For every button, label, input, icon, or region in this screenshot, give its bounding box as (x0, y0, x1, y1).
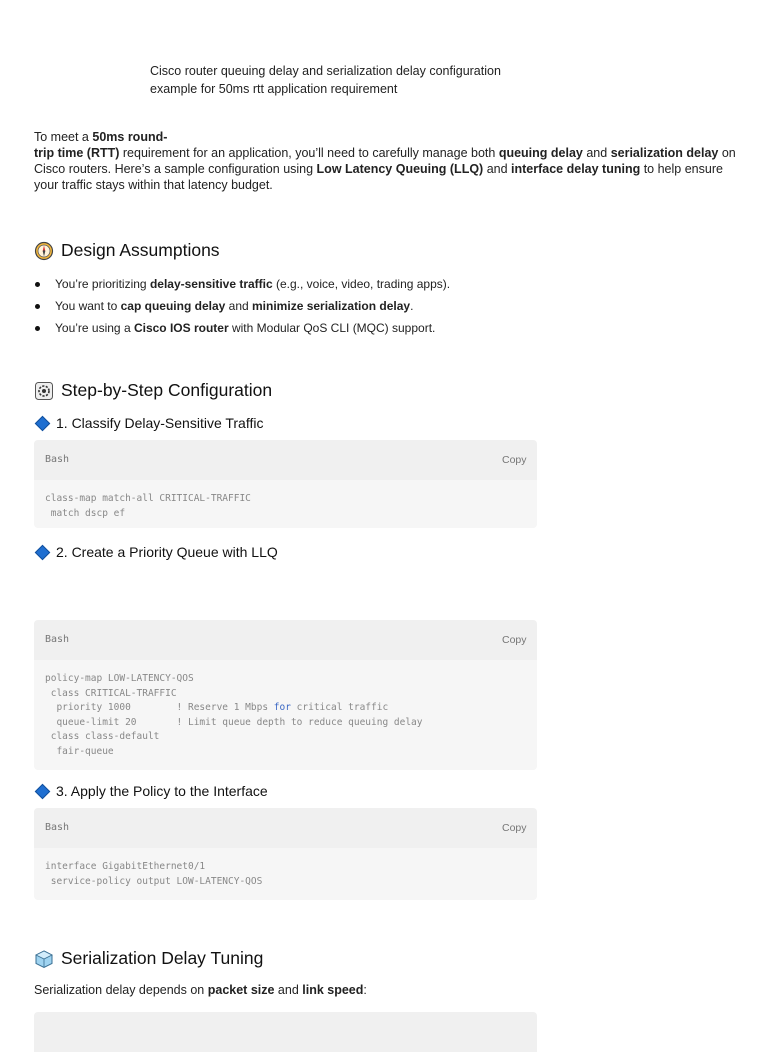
serialization-heading-text: Serialization Delay Tuning (61, 948, 264, 968)
ser-text: Serialization delay depends on (34, 983, 208, 997)
list-text: and (225, 299, 253, 313)
code-content (34, 848, 537, 899)
ser-text: : (363, 983, 367, 997)
code-line: interface GigabitEthernet0/1 (45, 861, 206, 872)
code-content (34, 480, 537, 531)
ser-bold: packet size (207, 983, 275, 997)
code-line: class-map match-all CRITICAL-TRAFFIC (45, 493, 251, 504)
intro-text: to help ensure your traffic stays within that latency budget. (34, 162, 723, 192)
code-header (34, 1012, 537, 1052)
list-text: You want to (55, 299, 121, 313)
step-3-heading (34, 783, 268, 799)
list-bold: delay-sensitive traffic (149, 277, 273, 291)
copy-button[interactable]: Copy (502, 634, 527, 646)
intro-text: To meet a (34, 130, 93, 144)
prompt-line-1: Cisco router queuing delay and serialization delay configuration (150, 64, 501, 78)
list-bold: Cisco IOS router (133, 321, 229, 335)
list-text: You’re prioritizing (55, 277, 150, 291)
code-header (34, 620, 537, 660)
intro-text: requirement for an application, you’ll need to carefully manage both (119, 146, 499, 160)
step-by-step-heading (34, 380, 272, 401)
design-assumptions-heading (34, 240, 220, 261)
intro-paragraph (34, 129, 739, 193)
code-header (34, 440, 537, 480)
code-block-llq (34, 620, 537, 770)
code-block-partial (34, 1012, 537, 1052)
intro-bold: Low Latency Queuing (LLQ) (316, 162, 484, 176)
serialization-heading (34, 948, 263, 969)
diamond-icon (35, 783, 51, 799)
code-line: fair-queue (45, 745, 114, 757)
list-text: You’re using a (55, 321, 134, 335)
assumptions-list (34, 273, 734, 339)
code-line: service-policy output LOW-LATENCY-QOS (45, 875, 263, 887)
design-heading-text: Design Assumptions (61, 240, 220, 260)
ser-bold: link speed (302, 983, 364, 997)
diamond-icon (35, 544, 51, 560)
list-text: (e.g., voice, video, trading apps). (272, 277, 451, 291)
serialization-paragraph (34, 983, 367, 997)
list-item (34, 273, 734, 295)
code-header (34, 808, 537, 848)
code-language-label: Bash (45, 822, 70, 833)
code-line: queue-limit 20 ! Limit queue depth to reduce queuing delay (45, 716, 423, 728)
intro-text: and (483, 162, 512, 176)
intro-bold: queuing delay (498, 146, 583, 160)
list-text: with Modular QoS CLI (MQC) support. (228, 321, 436, 335)
code-language-label: Bash (45, 454, 70, 465)
copy-button[interactable]: Copy (502, 822, 527, 834)
intro-bold: trip time (RTT) (34, 146, 120, 160)
code-line: class class-default (45, 731, 160, 742)
step-1-title: 1. Classify Delay-Sensitive Traffic (56, 415, 264, 431)
copy-button[interactable]: Copy (502, 454, 527, 466)
step-2-title: 2. Create a Priority Queue with LLQ (56, 544, 278, 560)
list-item (34, 317, 734, 339)
code-line: match dscp ef (45, 507, 126, 519)
intro-bold: interface delay tuning (511, 162, 641, 176)
intro-bold: serialization delay (610, 146, 719, 160)
intro-text: on Cisco routers. Here’s a sample configuration using (34, 146, 736, 176)
code-language-label: Bash (45, 634, 70, 645)
gear-icon (34, 381, 54, 401)
step-3-title: 3. Apply the Policy to the Interface (56, 783, 268, 799)
code-line: policy-map LOW-LATENCY-QOS (45, 673, 194, 684)
code-line: priority 1000 ! Reserve 1 Mbps for critical traffic (45, 702, 389, 713)
list-text: . (410, 299, 414, 313)
list-item (34, 295, 734, 317)
steps-heading-text: Step-by-Step Configuration (61, 380, 273, 400)
code-content (34, 660, 537, 769)
user-prompt (150, 62, 530, 98)
step-2-heading (34, 544, 278, 560)
compass-icon (34, 241, 54, 261)
step-1-heading (34, 415, 263, 431)
list-bold: cap queuing delay (120, 299, 226, 313)
code-block-apply (34, 808, 537, 900)
cube-icon (34, 949, 54, 969)
code-line: class CRITICAL-TRAFFIC (45, 687, 177, 699)
intro-bold: 50ms round- (92, 130, 168, 144)
prompt-line-2: example for 50ms rtt application requirement (150, 82, 398, 96)
list-bold: minimize serialization delay (252, 299, 411, 313)
ser-text: and (274, 983, 303, 997)
code-block-classify (34, 440, 537, 528)
diamond-icon (35, 415, 51, 431)
intro-text: and (582, 146, 611, 160)
